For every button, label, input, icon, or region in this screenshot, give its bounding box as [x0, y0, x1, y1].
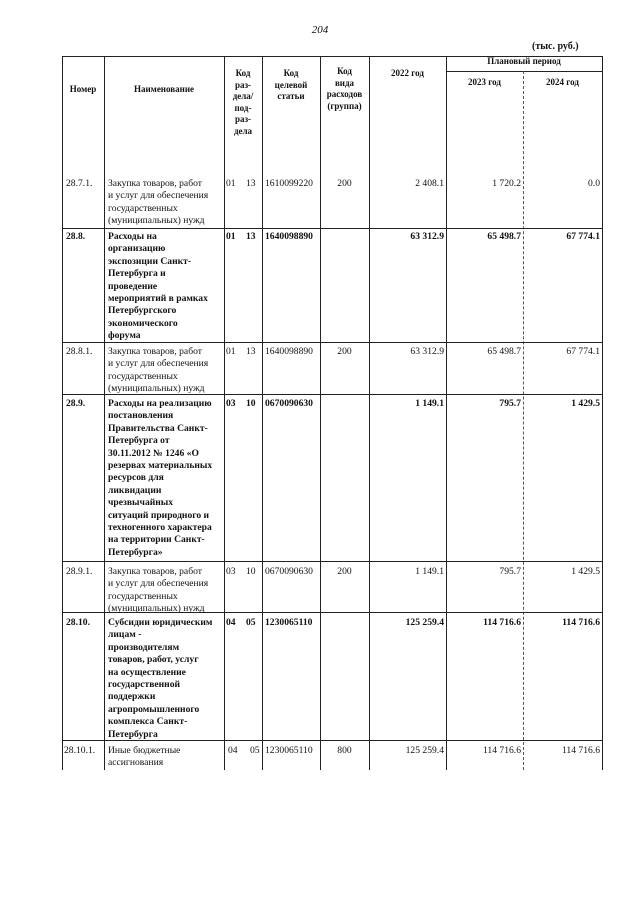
row-target-code: 1230065110 [265, 745, 313, 756]
row-number: 28.7.1. [66, 178, 93, 189]
row-value-2024: 114 716.6 [561, 745, 600, 756]
header-section: Код раз- дела/ под- раз- дела [232, 68, 254, 136]
row-target-code: 1230065110 [265, 617, 313, 628]
row-value-2022: 1 149.1 [415, 398, 444, 409]
header-expense-type: Код вида расходов (группа) [326, 66, 363, 111]
row-number: 28.10.1. [64, 745, 96, 756]
row-value-2022: 125 259.4 [405, 617, 444, 628]
row-target-code: 0670090630 [265, 398, 313, 409]
row-value-2024: 1 429.5 [571, 398, 600, 409]
row-section: 03 [226, 398, 236, 409]
row-section: 01 [226, 346, 236, 357]
row-subsection: 05 [246, 617, 256, 628]
row-name: Расходы на реализацию постановления Правительства Санкт- Петербурга от 30.11.2012 № 1246 «О резервах материальных ресурсов для ликвидации чрезвычайных ситуаций природного и техногенного характера на территории Санкт- Петербурга» [108, 398, 213, 558]
row-value-2022: 63 312.9 [410, 231, 444, 242]
row-subsection: 13 [246, 346, 256, 357]
row-number: 28.10. [66, 617, 90, 628]
row-value-2023: 114 716.6 [483, 617, 521, 628]
row-value-2023: 65 498.7 [487, 231, 521, 242]
row-value-2023: 114 716.6 [482, 745, 521, 756]
row-section: 04 [226, 617, 236, 628]
row-number: 28.9. [66, 398, 86, 409]
header-number: Номер [69, 84, 97, 94]
row-value-2024: 67 774.1 [566, 346, 600, 357]
row-name: Закупка товаров, работ и услуг для обеспечения государственных (муниципальных) нужд [108, 566, 209, 615]
row-section: 01 [226, 178, 236, 189]
header-2023: 2023 год [468, 77, 501, 87]
row-number: 28.8. [66, 231, 86, 242]
row-expense-type: 800 [337, 745, 352, 756]
row-name: Закупка товаров, работ и услуг для обеспечения государственных (муниципальных) нужд [108, 178, 209, 227]
row-expense-type: 200 [337, 178, 352, 189]
row-subsection: 13 [246, 178, 256, 189]
row-value-2023: 1 720.2 [492, 178, 521, 189]
row-subsection: 13 [246, 231, 256, 242]
row-name: Субсидии юридическим лицам - производителям товаров, работ, услуг на осуществление государственной поддержки агропромышленного комплекса Санкт- Петербурга [108, 617, 213, 740]
row-name: Расходы на организацию экспозиции Санкт- Петербурга и проведение мероприятий в рамках Петербургского экономического форума [108, 231, 208, 342]
row-value-2024: 114 716.6 [562, 617, 600, 628]
page-number: 204 [311, 24, 329, 36]
row-number: 28.9.1. [66, 566, 93, 577]
row-value-2023: 795.7 [499, 566, 521, 577]
header-target: Код целевой статьи [274, 68, 308, 101]
row-value-2023: 795.7 [499, 398, 521, 409]
row-value-2022: 2 408.1 [415, 178, 444, 189]
row-target-code: 1610099220 [265, 178, 313, 189]
row-section: 04 [228, 745, 238, 756]
row-subsection: 10 [246, 398, 256, 409]
row-subsection: 05 [250, 745, 260, 756]
row-value-2022: 1 149.1 [415, 566, 444, 577]
row-section: 03 [226, 566, 236, 577]
row-target-code: 1640098890 [265, 231, 313, 242]
header-planned-period: Плановый период [487, 56, 561, 66]
row-expense-type: 200 [337, 346, 352, 357]
row-target-code: 1640098890 [265, 346, 313, 357]
row-target-code: 0670090630 [265, 566, 313, 577]
row-value-2022: 125 259.4 [405, 745, 444, 756]
row-section: 01 [226, 231, 236, 242]
row-expense-type: 200 [337, 566, 352, 577]
row-number: 28.8.1. [66, 346, 93, 357]
row-value-2024: 67 774.1 [566, 231, 600, 242]
header-name: Наименование [134, 84, 194, 94]
row-subsection: 10 [246, 566, 256, 577]
row-value-2024: 1 429.5 [571, 566, 600, 577]
row-value-2024: 0.0 [588, 178, 600, 189]
row-value-2022: 63 312.9 [410, 346, 444, 357]
row-value-2023: 65 498.7 [487, 346, 521, 357]
row-name: Иные бюджетные ассигнования [108, 745, 181, 769]
header-2022: 2022 год [391, 68, 424, 78]
row-name: Закупка товаров, работ и услуг для обеспечения государственных (муниципальных) нужд [108, 346, 209, 395]
header-2024: 2024 год [546, 77, 579, 87]
units-label: (тыс. руб.) [532, 41, 579, 52]
